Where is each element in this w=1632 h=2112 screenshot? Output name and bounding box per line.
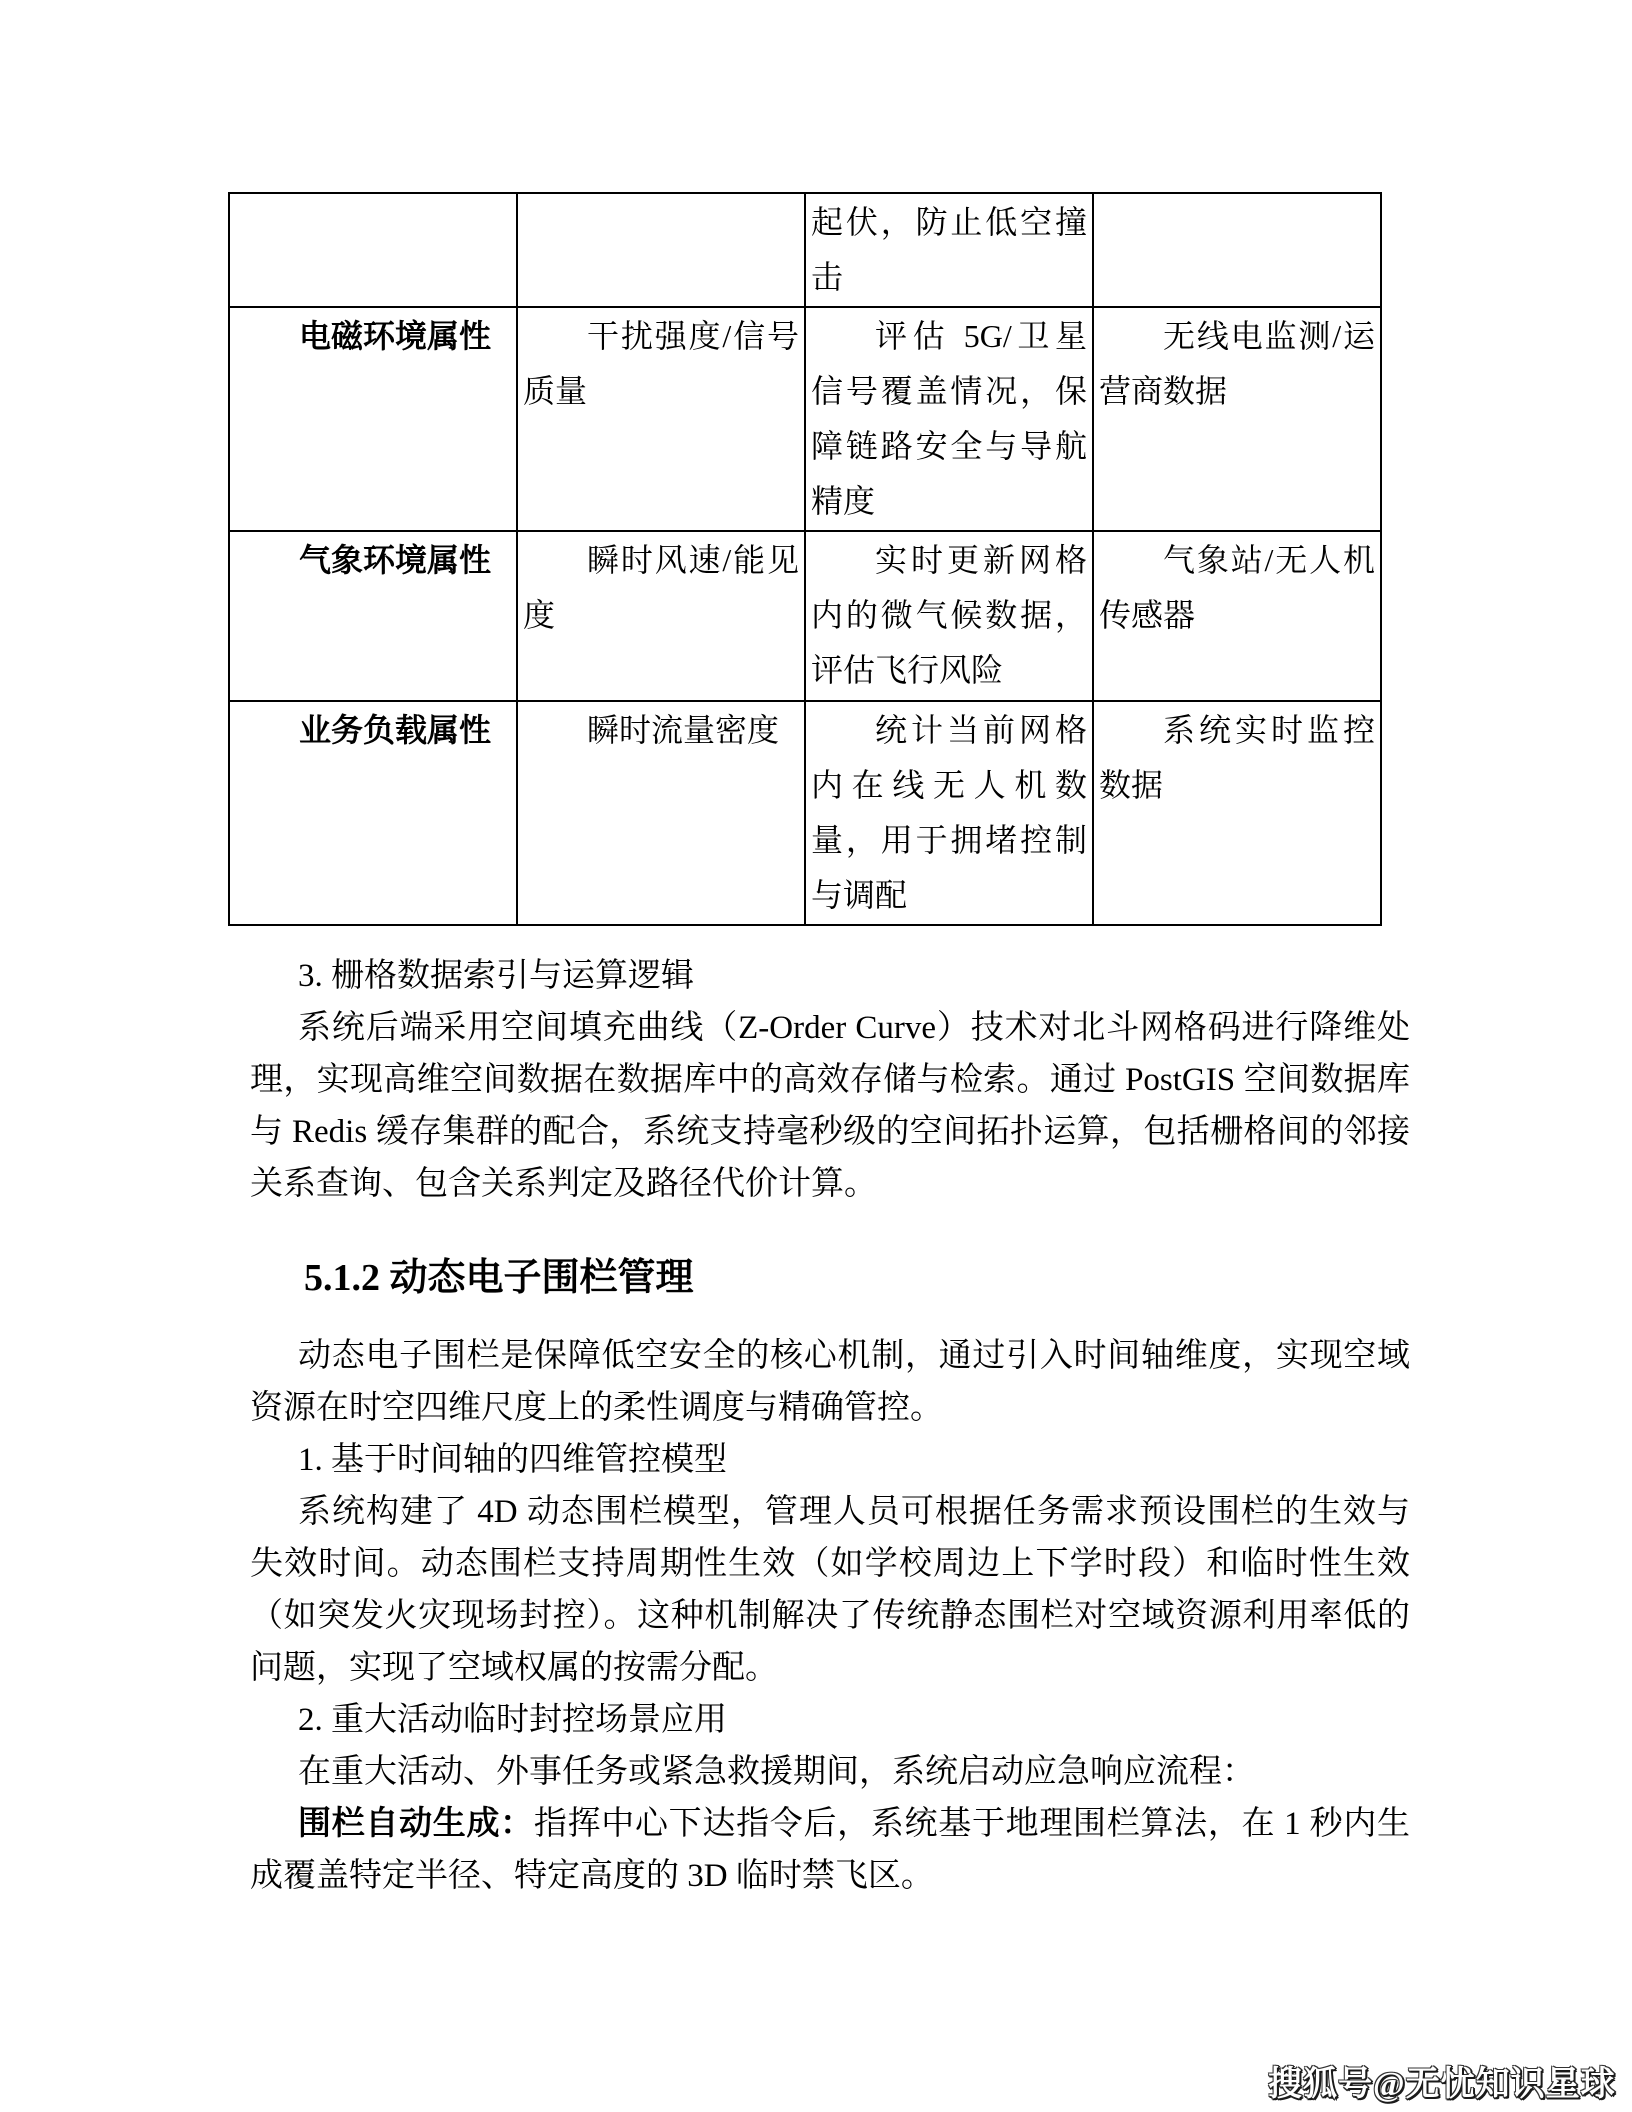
table-cell bbox=[1093, 193, 1381, 307]
attribute-table bbox=[228, 192, 1382, 926]
fence-generation-label: 围栏自动生成： bbox=[298, 1806, 534, 1842]
table-cell: 无线电监测/运营商数据 bbox=[1093, 307, 1381, 531]
table-row bbox=[229, 307, 1381, 531]
table-cell: 统计当前网格内在线无人机数量，用于拥堵控制与调配 bbox=[805, 701, 1093, 925]
table-cell: 气象站/无人机传感器 bbox=[1093, 531, 1381, 701]
table-cell bbox=[229, 193, 517, 307]
list-item-1: 1. 基于时间轴的四维管控模型 bbox=[298, 1442, 727, 1478]
table-row bbox=[229, 531, 1381, 701]
table-row bbox=[229, 701, 1381, 925]
table-cell bbox=[517, 193, 805, 307]
paragraph-fence-generation bbox=[250, 1798, 1410, 1902]
table-cell: 瞬时风速/能见度 bbox=[517, 531, 805, 701]
table-cell: 实时更新网格内的微气候数据，评估飞行风险 bbox=[805, 531, 1093, 701]
table-cell: 系统实时监控数据 bbox=[1093, 701, 1381, 925]
paragraph-fence-intro: 动态电子围栏是保障低空安全的核心机制，通过引入时间轴维度，实现空域资源在时空四维尺度上的柔性调度与精确管控。 bbox=[250, 1338, 1410, 1426]
table-cell: 起伏，防止低空撞击 bbox=[805, 193, 1093, 307]
table-cell-rowheader: 业务负载属性 bbox=[229, 701, 517, 925]
table-cell: 瞬时流量密度 bbox=[517, 701, 805, 925]
paragraph-emergency-response: 在重大活动、外事任务或紧急救援期间，系统启动应急响应流程： bbox=[298, 1754, 1255, 1790]
table-cell: 干扰强度/信号质量 bbox=[517, 307, 805, 531]
paragraph-4d-model: 系统构建了 4D 动态围栏模型，管理人员可根据任务需求预设围栏的生效与失效时间。动态围栏支持周期性生效（如学校周边上下学时段）和临时性生效（如突发火灾现场封控）。这种机制解决了传统静态围栏对空域资源利用率低的问题，实现了空域权属的按需分配。 bbox=[250, 1494, 1410, 1686]
table-cell-rowheader: 气象环境属性 bbox=[229, 531, 517, 701]
paragraph-grid-indexing: 系统后端采用空间填充曲线（Z-Order Curve）技术对北斗网格码进行降维处理，实现高维空间数据在数据库中的高效存储与检索。通过 PostGIS 空间数据库与 Redis 缓存集群的配合，系统支持毫秒级的空间拓扑运算，包括栅格间的邻接关系查询、包含关系判定及路径代价计算。 bbox=[250, 1010, 1410, 1202]
fence-generation-text: 指挥中心下达指令后，系统基于地理围栏算法，在 1 秒内生成覆盖特定半径、特定高度的 3D 临时禁飞区。 bbox=[250, 1806, 1411, 1894]
section-heading-5-1-2: 5.1.2 动态电子围栏管理 bbox=[304, 1257, 694, 1299]
watermark-text: 搜狐号@无忧知识星球 bbox=[1268, 2066, 1616, 2103]
table-cell: 评估 5G/卫星信号覆盖情况，保障链路安全与导航精度 bbox=[805, 307, 1093, 531]
list-item-2: 2. 重大活动临时封控场景应用 bbox=[298, 1702, 727, 1738]
table-row bbox=[229, 193, 1381, 307]
table-cell-rowheader: 电磁环境属性 bbox=[229, 307, 517, 531]
list-item-3: 3. 栅格数据索引与运算逻辑 bbox=[298, 958, 694, 994]
